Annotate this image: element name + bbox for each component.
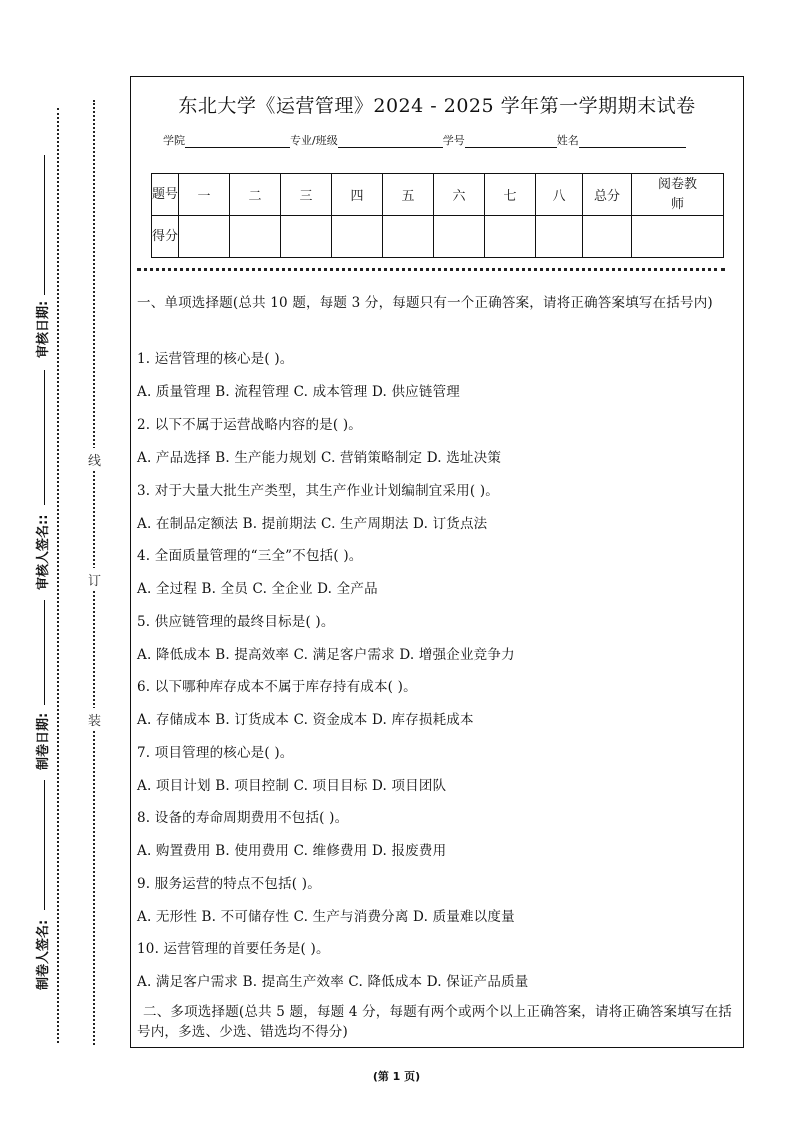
question-options: A. 购置费用 B. 使用费用 C. 维修费用 D. 报废费用 (137, 843, 447, 859)
review-date-line[interactable] (44, 155, 45, 295)
binding-dotted-line-outer (57, 108, 59, 1043)
maker-sign-label: 制卷人签名: (36, 919, 51, 990)
student-info-row (163, 132, 686, 148)
score-cell[interactable] (383, 216, 434, 258)
question-options: A. 在制品定额法 B. 提前期法 C. 生产周期法 D. 订货点法 (137, 516, 488, 532)
score-table-header-cell: 三 (281, 174, 332, 216)
score-cell[interactable] (583, 216, 632, 258)
question-text: 7. 项目管理的核心是( )。 (137, 745, 294, 761)
exam-frame (130, 76, 744, 1048)
score-row-label: 得分 (152, 216, 179, 258)
score-table-header-row (152, 174, 724, 216)
college-field[interactable] (185, 134, 290, 148)
question-text: 9. 服务运营的特点不包括( )。 (137, 876, 321, 892)
score-cell[interactable] (434, 216, 485, 258)
score-table-header-cell: 一 (179, 174, 230, 216)
student-id-field[interactable] (465, 134, 557, 148)
reviewer-sign-label: 审核人签名:: (36, 514, 51, 590)
score-table-header-cell: 五 (383, 174, 434, 216)
score-table-score-row (152, 216, 724, 258)
question-options: A. 质量管理 B. 流程管理 C. 成本管理 D. 供应链管理 (137, 384, 460, 400)
question-text: 1. 运营管理的核心是( )。 (137, 351, 294, 367)
question-text: 10. 运营管理的首要任务是( )。 (137, 941, 330, 957)
review-date-label: 审核日期: (36, 300, 51, 358)
name-label: 姓名 (556, 134, 579, 147)
score-table-header-cell: 总分 (583, 174, 632, 216)
binding-char-line: 线 (88, 448, 101, 471)
score-cell[interactable] (281, 216, 332, 258)
question-options: A. 无形性 B. 不可储存性 C. 生产与消费分离 D. 质量难以度量 (137, 909, 515, 925)
question-options: A. 产品选择 B. 生产能力规划 C. 营销策略制定 D. 选址决策 (137, 450, 502, 466)
score-cell[interactable] (632, 216, 724, 258)
question-text: 4. 全面质量管理的“三全”不包括( )。 (137, 548, 363, 564)
question-options: A. 降低成本 B. 提高效率 C. 满足客户需求 D. 增强企业竞争力 (137, 647, 515, 663)
question-text: 6. 以下哪种库存成本不属于库存持有成本( )。 (137, 679, 417, 695)
score-table-header-cell: 六 (434, 174, 485, 216)
score-cell[interactable] (230, 216, 281, 258)
score-table-header-cell: 阅卷教师 (632, 174, 724, 216)
question-options: A. 项目计划 B. 项目控制 C. 项目目标 D. 项目团队 (137, 778, 447, 794)
section-multi-heading: 二、多项选择题(总共 5 题，每题 4 分，每题有两个或两个以上正确答案，请将正确答案填写在括号内，多选、少选、错选均不得分) (137, 1004, 733, 1040)
binding-char-seal: 装 (88, 708, 101, 731)
section-single-heading: 一、单项选择题(总共 10 题，每题 3 分，每题只有一个正确答案，请将正确答案填写在括号内) (137, 295, 713, 311)
college-label: 学院 (163, 134, 185, 147)
score-cell[interactable] (179, 216, 230, 258)
question-options: A. 存储成本 B. 订货成本 C. 资金成本 D. 库存损耗成本 (137, 712, 474, 728)
major-label: 专业/班级 (290, 134, 338, 147)
score-table-header-cell: 七 (485, 174, 536, 216)
score-table-header-cell: 二 (230, 174, 281, 216)
question-text: 8. 设备的寿命周期费用不包括( )。 (137, 810, 349, 826)
page-number: (第 1 页) (372, 1070, 421, 1083)
make-date-label: 制卷日期: (36, 712, 51, 770)
major-field[interactable] (338, 134, 443, 148)
student-id-label: 学号 (442, 134, 465, 147)
make-date-line[interactable] (44, 600, 45, 705)
score-table-header-cell: 八 (536, 174, 583, 216)
question-text: 5. 供应链管理的最终目标是( )。 (137, 614, 335, 630)
question-text: 3. 对于大量大批生产类型，其生产作业计划编制宜采用( )。 (137, 483, 499, 499)
binding-char-order: 订 (88, 568, 101, 591)
score-table (151, 173, 724, 258)
question-options: A. 全过程 B. 全员 C. 全企业 D. 全产品 (137, 581, 378, 597)
score-cell[interactable] (332, 216, 383, 258)
score-cell[interactable] (536, 216, 583, 258)
score-table-header-cell: 四 (332, 174, 383, 216)
name-field[interactable] (579, 134, 686, 148)
question-options: A. 满足客户需求 B. 提高生产效率 C. 降低成本 D. 保证产品质量 (137, 974, 529, 990)
reviewer-sign-line[interactable] (44, 370, 45, 505)
exam-title: 东北大学《运营管理》2024 - 2025 学年第一学期期末试卷 (178, 95, 696, 117)
dotted-separator (137, 268, 725, 271)
score-cell[interactable] (485, 216, 536, 258)
question-text: 2. 以下不属于运营战略内容的是( )。 (137, 417, 362, 433)
score-table-header-cell: 题号 (152, 174, 179, 216)
maker-sign-line[interactable] (44, 780, 45, 910)
